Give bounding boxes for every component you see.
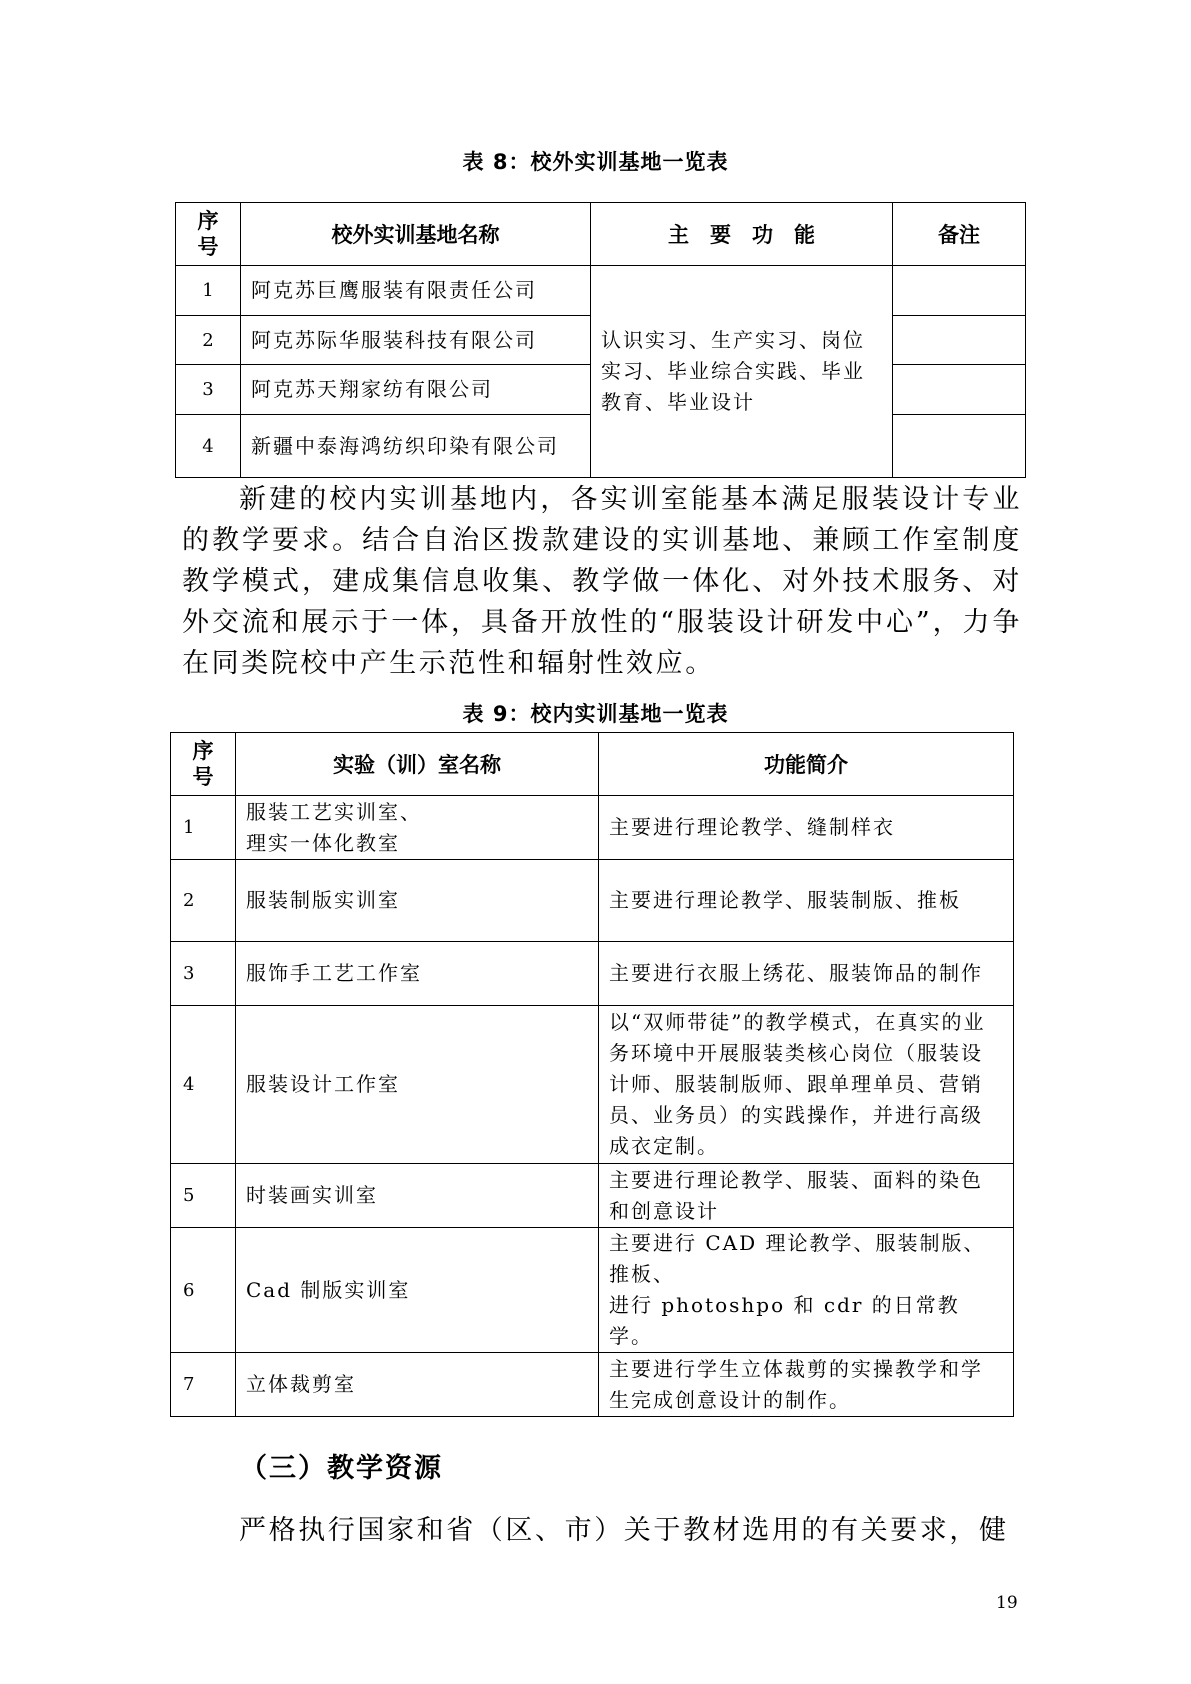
table9-seq: 1 bbox=[171, 796, 236, 860]
table9-name: 服装工艺实训室、 理实一体化教室 bbox=[236, 796, 599, 860]
table9-seq: 5 bbox=[171, 1164, 236, 1228]
section-heading: （三）教学资源 bbox=[240, 1453, 443, 1484]
table-row bbox=[171, 1353, 1014, 1417]
table9-name: 服装设计工作室 bbox=[236, 1006, 599, 1164]
table9-header-row bbox=[171, 733, 1014, 796]
table8-name: 新疆中泰海鸿纺织印染有限公司 bbox=[241, 415, 591, 478]
table9-name: Cad 制版实训室 bbox=[236, 1228, 599, 1353]
section-paragraph: 严格执行国家和省（区、市）关于教材选用的有关要求，健 bbox=[239, 1515, 1009, 1546]
table-row bbox=[171, 1164, 1014, 1228]
table8-seq: 3 bbox=[176, 365, 241, 415]
page-number: 19 bbox=[996, 1593, 1018, 1613]
table8-seq: 2 bbox=[176, 316, 241, 365]
table9-seq: 7 bbox=[171, 1353, 236, 1417]
table9-name: 时装画实训室 bbox=[236, 1164, 599, 1228]
table8-caption: 表 8：校外实训基地一览表 bbox=[462, 150, 729, 174]
table9-function: 主要进行理论教学、服装、面料的染色和创意设计 bbox=[599, 1164, 1014, 1228]
table9-caption: 表 9：校内实训基地一览表 bbox=[462, 702, 729, 726]
table8 bbox=[175, 202, 1026, 478]
table-row bbox=[171, 942, 1014, 1006]
table8-header-function: 主 要 功 能 bbox=[591, 203, 893, 266]
table8-note bbox=[893, 365, 1026, 415]
body-paragraph: 新建的校内实训基地内，各实训室能基本满足服装设计专业的教学要求。结合自治区拨款建设的实训基地、兼顾工作室制度教学模式，建成集信息收集、教学做一体化、对外技术服务、对外交流和展示于一体，具备开放性的“服装设计研发中心”，力争在同类院校中产生示范性和辐射性效应。 bbox=[182, 484, 1022, 679]
table-row bbox=[171, 1006, 1014, 1164]
table9-function: 主要进行学生立体裁剪的实操教学和学生完成创意设计的制作。 bbox=[599, 1353, 1014, 1417]
table9-name: 服装制版实训室 bbox=[236, 860, 599, 942]
table8-seq: 4 bbox=[176, 415, 241, 478]
table9-function: 主要进行衣服上绣花、服装饰品的制作 bbox=[599, 942, 1014, 1006]
table9-header-name: 实验（训）室名称 bbox=[236, 733, 599, 796]
table8-header-seq: 序 号 bbox=[176, 203, 241, 266]
table9-function: 以“双师带徒”的教学模式，在真实的业务环境中开展服装类核心岗位（服装设计师、服装制版师、跟单理单员、营销员、业务员）的实践操作，并进行高级成衣定制。 bbox=[599, 1006, 1014, 1164]
table-row bbox=[171, 1228, 1014, 1353]
table8-shared-function: 认识实习、生产实习、岗位实习、毕业综合实践、毕业教育、毕业设计 bbox=[591, 266, 893, 478]
table-row bbox=[176, 266, 1026, 316]
table9-header-function: 功能简介 bbox=[599, 733, 1014, 796]
table9-seq: 6 bbox=[171, 1228, 236, 1353]
table9 bbox=[170, 732, 1014, 1417]
table8-header-row bbox=[176, 203, 1026, 266]
table8-header-note: 备注 bbox=[893, 203, 1026, 266]
table-row bbox=[171, 860, 1014, 942]
table9-seq: 3 bbox=[171, 942, 236, 1006]
table9-seq: 4 bbox=[171, 1006, 236, 1164]
table8-seq: 1 bbox=[176, 266, 241, 316]
table9-name: 服饰手工艺工作室 bbox=[236, 942, 599, 1006]
table8-name: 阿克苏巨鹰服装有限责任公司 bbox=[241, 266, 591, 316]
table-row bbox=[171, 796, 1014, 860]
table8-note bbox=[893, 415, 1026, 478]
table9-function: 主要进行理论教学、缝制样衣 bbox=[599, 796, 1014, 860]
table9-name: 立体裁剪室 bbox=[236, 1353, 599, 1417]
table8-note bbox=[893, 266, 1026, 316]
table8-name: 阿克苏天翔家纺有限公司 bbox=[241, 365, 591, 415]
table9-header-seq: 序 号 bbox=[171, 733, 236, 796]
table8-header-name: 校外实训基地名称 bbox=[241, 203, 591, 266]
table9-function: 主要进行 CAD 理论教学、服装制版、推板、 进行 photoshpo 和 cdr 的日常教学。 bbox=[599, 1228, 1014, 1353]
table8-name: 阿克苏际华服装科技有限公司 bbox=[241, 316, 591, 365]
table8-note bbox=[893, 316, 1026, 365]
table9-function: 主要进行理论教学、服装制版、推板 bbox=[599, 860, 1014, 942]
table9-seq: 2 bbox=[171, 860, 236, 942]
